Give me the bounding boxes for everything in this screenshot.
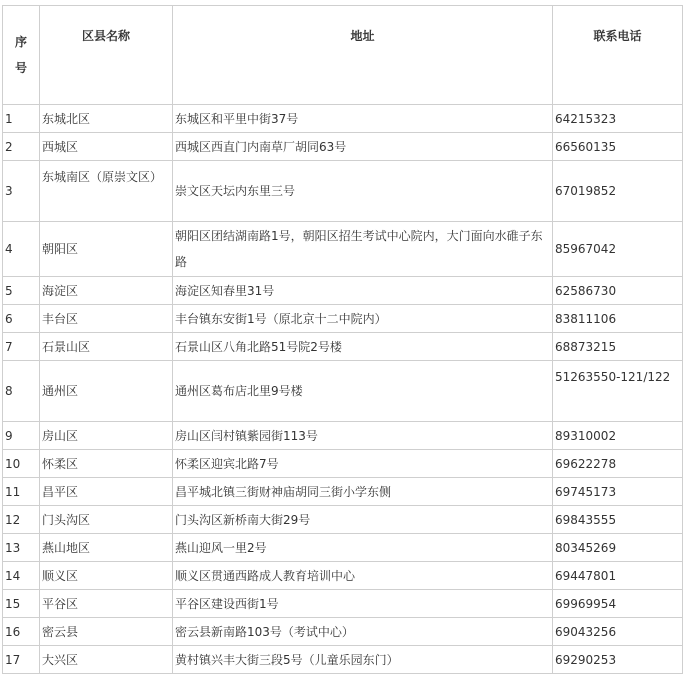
table-header-row bbox=[3, 6, 683, 105]
table-row bbox=[3, 161, 683, 222]
row-district: 东城南区（原崇文区） bbox=[40, 161, 173, 222]
row-district: 西城区 bbox=[40, 133, 173, 161]
row-district: 怀柔区 bbox=[40, 450, 173, 478]
row-district: 燕山地区 bbox=[40, 534, 173, 562]
row-number: 9 bbox=[3, 422, 40, 450]
header-district: 区县名称 bbox=[40, 6, 173, 105]
row-phone: 69969954 bbox=[553, 590, 683, 618]
row-address: 顺义区贯通西路成人教育培训中心 bbox=[173, 562, 553, 590]
row-address: 密云县新南路103号（考试中心） bbox=[173, 618, 553, 646]
table-row bbox=[3, 562, 683, 590]
row-phone: 83811106 bbox=[553, 305, 683, 333]
row-phone: 80345269 bbox=[553, 534, 683, 562]
row-district: 大兴区 bbox=[40, 646, 173, 674]
row-district: 房山区 bbox=[40, 422, 173, 450]
row-district: 门头沟区 bbox=[40, 506, 173, 534]
row-phone: 51263550-121/122 bbox=[553, 361, 683, 422]
row-district: 通州区 bbox=[40, 361, 173, 422]
row-address: 石景山区八角北路51号院2号楼 bbox=[173, 333, 553, 361]
row-phone: 69043256 bbox=[553, 618, 683, 646]
header-phone: 联系电话 bbox=[553, 6, 683, 105]
row-address: 海淀区知春里31号 bbox=[173, 277, 553, 305]
row-address: 房山区闫村镇紫园街113号 bbox=[173, 422, 553, 450]
row-address: 丰台镇东安街1号（原北京十二中院内） bbox=[173, 305, 553, 333]
header-seq-line2: 号 bbox=[14, 61, 27, 75]
row-phone: 69290253 bbox=[553, 646, 683, 674]
row-number: 5 bbox=[3, 277, 40, 305]
row-number: 17 bbox=[3, 646, 40, 674]
table-row bbox=[3, 450, 683, 478]
row-address: 崇文区天坛内东里三号 bbox=[173, 161, 553, 222]
row-phone: 66560135 bbox=[553, 133, 683, 161]
table-row bbox=[3, 506, 683, 534]
table-row bbox=[3, 133, 683, 161]
row-number: 14 bbox=[3, 562, 40, 590]
row-number: 2 bbox=[3, 133, 40, 161]
row-number: 6 bbox=[3, 305, 40, 333]
row-phone: 69843555 bbox=[553, 506, 683, 534]
table-row bbox=[3, 618, 683, 646]
table-row bbox=[3, 422, 683, 450]
row-number: 7 bbox=[3, 333, 40, 361]
row-address: 朝阳区团结湖南路1号，朝阳区招生考试中心院内，大门面向水碓子东路 bbox=[173, 222, 553, 277]
table-row bbox=[3, 333, 683, 361]
row-phone: 89310002 bbox=[553, 422, 683, 450]
exam-office-table bbox=[2, 5, 683, 674]
row-phone: 68873215 bbox=[553, 333, 683, 361]
header-seq-line1: 序 bbox=[14, 35, 27, 49]
row-district: 顺义区 bbox=[40, 562, 173, 590]
row-phone: 69622278 bbox=[553, 450, 683, 478]
row-address: 怀柔区迎宾北路7号 bbox=[173, 450, 553, 478]
row-district: 平谷区 bbox=[40, 590, 173, 618]
row-district: 密云县 bbox=[40, 618, 173, 646]
row-address: 昌平城北镇三街财神庙胡同三街小学东侧 bbox=[173, 478, 553, 506]
row-district: 朝阳区 bbox=[40, 222, 173, 277]
row-phone: 67019852 bbox=[553, 161, 683, 222]
header-address: 地址 bbox=[173, 6, 553, 105]
table-row bbox=[3, 305, 683, 333]
row-number: 16 bbox=[3, 618, 40, 646]
row-district: 丰台区 bbox=[40, 305, 173, 333]
row-district: 东城北区 bbox=[40, 105, 173, 133]
table-row bbox=[3, 478, 683, 506]
row-district: 昌平区 bbox=[40, 478, 173, 506]
row-number: 12 bbox=[3, 506, 40, 534]
row-number: 8 bbox=[3, 361, 40, 422]
row-number: 3 bbox=[3, 161, 40, 222]
row-phone: 85967042 bbox=[553, 222, 683, 277]
table-row bbox=[3, 534, 683, 562]
row-address: 平谷区建设西街1号 bbox=[173, 590, 553, 618]
table-row bbox=[3, 222, 683, 277]
row-phone: 64215323 bbox=[553, 105, 683, 133]
row-phone: 69745173 bbox=[553, 478, 683, 506]
row-address: 东城区和平里中街37号 bbox=[173, 105, 553, 133]
row-number: 10 bbox=[3, 450, 40, 478]
row-number: 13 bbox=[3, 534, 40, 562]
row-number: 15 bbox=[3, 590, 40, 618]
header-seq bbox=[3, 6, 40, 105]
row-address: 门头沟区新桥南大街29号 bbox=[173, 506, 553, 534]
row-district: 石景山区 bbox=[40, 333, 173, 361]
row-address: 燕山迎风一里2号 bbox=[173, 534, 553, 562]
row-district: 海淀区 bbox=[40, 277, 173, 305]
table-row bbox=[3, 361, 683, 422]
table-row bbox=[3, 105, 683, 133]
row-address: 黄村镇兴丰大街三段5号（儿童乐园东门） bbox=[173, 646, 553, 674]
row-address: 西城区西直门内南草厂胡同63号 bbox=[173, 133, 553, 161]
row-address: 通州区葛布店北里9号楼 bbox=[173, 361, 553, 422]
row-phone: 69447801 bbox=[553, 562, 683, 590]
row-number: 1 bbox=[3, 105, 40, 133]
row-number: 4 bbox=[3, 222, 40, 277]
table-row bbox=[3, 277, 683, 305]
row-phone: 62586730 bbox=[553, 277, 683, 305]
table-row bbox=[3, 590, 683, 618]
row-number: 11 bbox=[3, 478, 40, 506]
table-row bbox=[3, 646, 683, 674]
